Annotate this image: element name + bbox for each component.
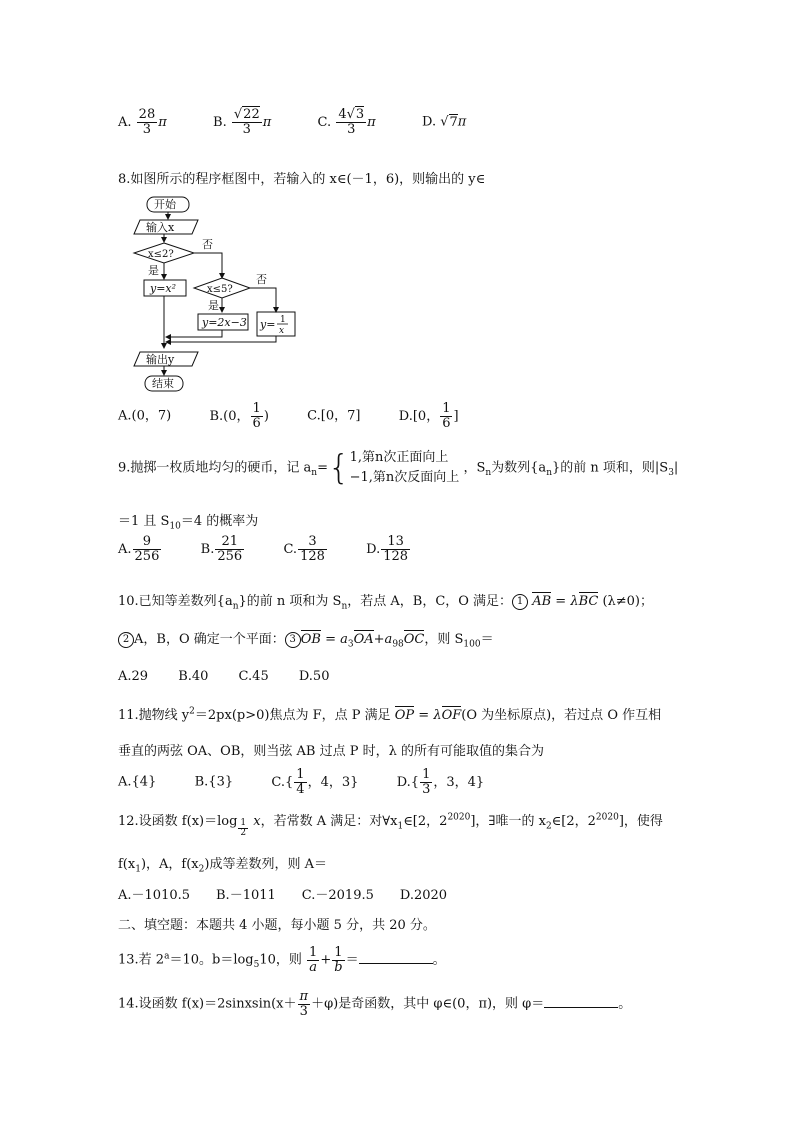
fraction: $\frac{4√3}{3}$ xyxy=(338,107,365,137)
q11-option-b: B.{3} xyxy=(194,774,234,790)
q12-line1: 12.设函数 f(x)＝log $\frac{1}{2}$ x，若常数 A 满足：对$\forall x_1\in[2$，$2^{2020}$]，∃唯一的 $x_2\in[2$，$2^{2020}$]，使得 xyxy=(118,812,663,838)
q8-option-b: B.(0， $\frac{1}{6}$ ) xyxy=(209,401,269,431)
q7-option-d: D. √7π xyxy=(422,114,467,130)
vector-bc: BC xyxy=(578,594,599,609)
circled-number: 1 xyxy=(512,594,528,610)
piecewise-cases: 1,第n次正面向上 −1,第n次反面向上 xyxy=(349,450,460,485)
fraction: $\frac{28}{3}$ xyxy=(138,107,156,137)
q8-options xyxy=(118,402,459,430)
q10-line2: 2 A，B，O 确定一个平面： 3 OB = $a_3OA+a_{98}OC$，则 $S_{100}=$ xyxy=(118,628,494,650)
q7-option-b: B. $\frac{√22}{3}$ π xyxy=(213,107,272,137)
svg-text:x: x xyxy=(279,326,285,336)
svg-text:结束: 结束 xyxy=(152,377,174,390)
q14: 14.设函数 f(x)＝2sinxsin(x＋ $\frac{\pi}{3}$ ＋φ)是奇函数，其中 φ∈(0，π)，则 φ＝ 。 xyxy=(118,989,632,1019)
q10-line1: 10.已知等差数列$\{a_n\}$的前 n 项和为 $S_n$，若点 A，B，C，O 满足： 1 AB = λBC (λ≠0)； xyxy=(118,594,653,612)
q8-stem: 8.如图所示的程序框图中，若输入的 x∈(－1，6)，则输出的 y∈ xyxy=(118,172,486,187)
svg-text:x≤5?: x≤5? xyxy=(207,284,233,295)
svg-text:y=: y= xyxy=(260,318,276,331)
q7-option-c: C. $\frac{4√3}{3}$ π xyxy=(317,107,376,137)
q9-option-d: D. $\frac{13}{128}$ xyxy=(366,534,409,564)
answer-blank[interactable] xyxy=(359,951,433,964)
vector-oa: OA xyxy=(353,632,374,647)
q8-option-c: C.[0，7] xyxy=(307,408,361,424)
q11-option-c: C.{ $\frac{1}{4}$ ，4，3} xyxy=(271,767,359,797)
svg-text:否: 否 xyxy=(202,238,213,251)
svg-text:y=x²: y=x² xyxy=(150,282,177,295)
q11-line1: 11.抛物线 $y^2=2px(p>0)$焦点为 F，点 P 满足 OP = λOF(O 为坐标原点)，若过点 O 作互相 xyxy=(118,706,662,723)
vector-ab: AB xyxy=(532,594,552,609)
q13: 13.若 $2^a=10$。$b=\log_510$，则 $\frac{1}{a}$ + $\frac{1}{b}$ ＝ 。 xyxy=(118,945,446,975)
q9-option-a: A. $\frac{9}{256}$ xyxy=(118,534,160,564)
svg-text:输入x: 输入x xyxy=(146,221,175,234)
q7-options xyxy=(118,108,466,136)
vector-ob: OB xyxy=(300,632,321,647)
svg-text:x≤2?: x≤2? xyxy=(148,249,174,260)
q12-options: A.－1010.5 B.－1011 C.－2019.5 D.2020 xyxy=(118,888,448,903)
section-heading: 二、填空题：本题共 4 小题，每小题 5 分，共 20 分。 xyxy=(118,918,436,933)
vector-of: OF xyxy=(441,708,462,723)
q9-line2: ＝1 且 $S_{10}=4$ 的概率为 xyxy=(118,514,259,532)
q9-option-c: C. $\frac{3}{128}$ xyxy=(283,534,325,564)
q8-option-d: D.[0， $\frac{1}{6}$ ] xyxy=(398,401,459,431)
q11-option-a: A.{4} xyxy=(118,774,157,790)
fraction: $\frac{√22}{3}$ xyxy=(233,107,260,137)
svg-text:输出y: 输出y xyxy=(146,353,175,366)
q8-option-a: A.(0，7) xyxy=(118,408,172,424)
q11-option-d: D.{ $\frac{1}{3}$ ，3，4} xyxy=(396,767,485,797)
log-base: $\frac{1}{2}$ xyxy=(240,817,247,838)
svg-text:1: 1 xyxy=(280,315,286,325)
q10-options: A.29 B.40 C.45 D.50 xyxy=(118,669,330,684)
svg-text:y=2x−3: y=2x−3 xyxy=(202,316,247,329)
q8-flowchart xyxy=(120,192,320,397)
q12-line2: $f(x_1)$，A，$f(x_2)$成等差数列，则 A＝ xyxy=(118,857,327,875)
answer-blank[interactable] xyxy=(544,995,618,1008)
circled-number: 3 xyxy=(285,632,301,648)
q11-options xyxy=(118,768,484,796)
vector-oc: OC xyxy=(403,632,425,647)
q11-line2: 垂直的两弦 OA、OB，则当弦 AB 过点 P 时，λ 的所有可能取值的集合为 xyxy=(118,744,544,759)
svg-text:是: 是 xyxy=(208,299,219,312)
svg-text:否: 否 xyxy=(256,273,267,286)
q9-stem: 9.抛掷一枚质地均匀的硬币，记 $a_n=${ 1,第n次正面向上 −1,第n次反面向上 ，$S_n$为数列$\{a_n\}$的前 n 项和，则$|S_3|$ xyxy=(118,448,679,488)
q9-option-b: B. $\frac{21}{256}$ xyxy=(200,534,243,564)
q7-option-a: A. $\frac{28}{3}$ π xyxy=(118,107,167,137)
svg-text:是: 是 xyxy=(148,264,159,277)
circled-number: 2 xyxy=(118,632,134,648)
q9-options xyxy=(118,535,411,563)
vector-op: OP xyxy=(394,708,415,723)
svg-text:开始: 开始 xyxy=(154,198,176,211)
